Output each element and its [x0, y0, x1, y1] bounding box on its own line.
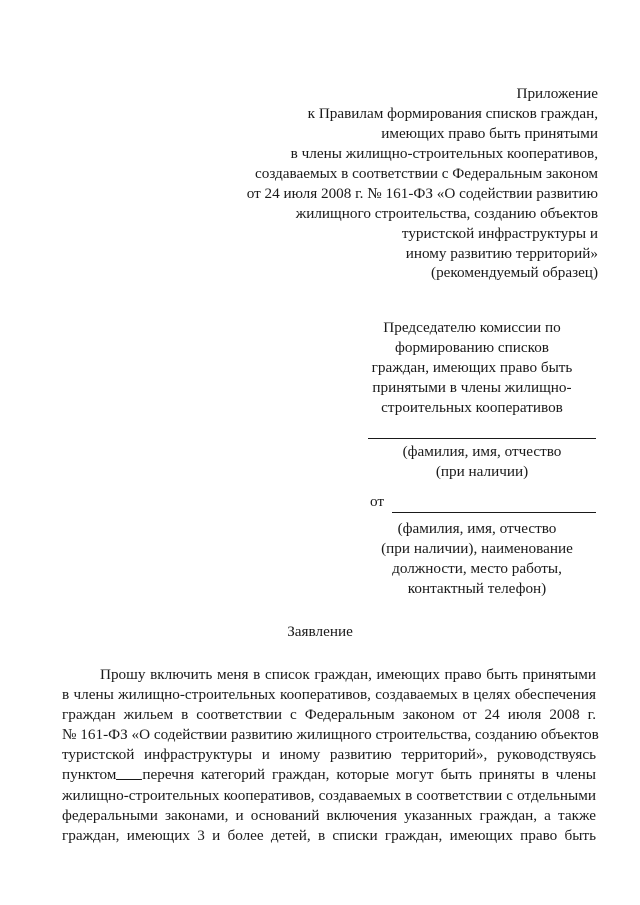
caption-line: должности, место работы,	[392, 560, 562, 577]
body-line: жилищно-строительных кооперативов, создаваемых в соответствии с отдельными	[62, 786, 596, 804]
appendix-line: Приложение	[516, 85, 598, 102]
appendix-line: иному развитию территорий»	[405, 245, 598, 262]
caption-line: (фамилия, имя, отчество	[397, 520, 557, 537]
chairman-name-blank-line	[368, 438, 596, 439]
body-line: № 161-ФЗ «О содействии развитию жилищного строительства, созданию объектов	[62, 726, 599, 744]
application-body	[62, 665, 599, 846]
appendix-line: к Правилам формирования списков граждан,	[307, 105, 598, 122]
body-line: федеральными законами, и оснований включения указанных граждан, а также	[62, 806, 596, 824]
appendix-line: от 24 июля 2008 г. № 161-ФЗ «О содействии развитию	[246, 185, 598, 202]
caption-line: контактный телефон)	[407, 580, 547, 597]
applicant-caption	[352, 519, 602, 599]
appendix-line: создаваемых в соответствии с Федеральным законом	[254, 165, 598, 182]
addressee-line: принятыми в члены жилищно-	[372, 379, 572, 396]
addressee-line: строительных кооперативов	[381, 399, 563, 416]
addressee-line: Председателю комиссии по	[383, 319, 561, 336]
point-label: пунктом	[62, 766, 117, 784]
body-line: граждан жильем в соответствии с Федеральным законом от 24 июля 2008 г.	[62, 706, 596, 724]
appendix-line: туристской инфраструктуры и	[401, 225, 598, 242]
appendix-line: в члены жилищно-строительных кооперативов,	[290, 145, 598, 162]
appendix-line: жилищного строительства, созданию объектов	[295, 205, 598, 222]
from-label: от	[370, 493, 385, 510]
addressee-line: формированию списков	[395, 339, 549, 356]
caption-line: (фамилия, имя, отчество	[402, 443, 562, 460]
sample-note: (рекомендуемый образец)	[431, 264, 598, 281]
addressee-block	[362, 318, 582, 418]
document-title: Заявление	[287, 623, 353, 640]
caption-line: (при наличии)	[435, 463, 529, 480]
body-line: в члены жилищно-строительных кооперативов, создаваемых в целях обеспечения	[62, 686, 596, 704]
body-line-with-blank	[62, 765, 596, 785]
appendix-header	[178, 84, 598, 264]
point-number-blank	[116, 765, 142, 780]
body-line: граждан, имеющих 3 и более детей, в списки граждан, имеющих право быть	[62, 826, 596, 844]
addressee-line: граждан, имеющих право быть	[371, 359, 573, 376]
caption-line: (при наличии), наименование	[381, 540, 573, 557]
appendix-line: имеющих право быть принятыми	[381, 125, 598, 142]
applicant-blank-line	[392, 512, 596, 513]
chairman-name-caption	[362, 442, 602, 482]
body-line: туристской инфраструктуры и иному развитию территорий», руководствуясь	[62, 746, 596, 764]
body-line: Прошу включить меня в список граждан, имеющих право быть принятыми	[100, 666, 596, 683]
body-line-rest: перечня категорий граждан, которые могут быть приняты в члены	[142, 766, 596, 784]
